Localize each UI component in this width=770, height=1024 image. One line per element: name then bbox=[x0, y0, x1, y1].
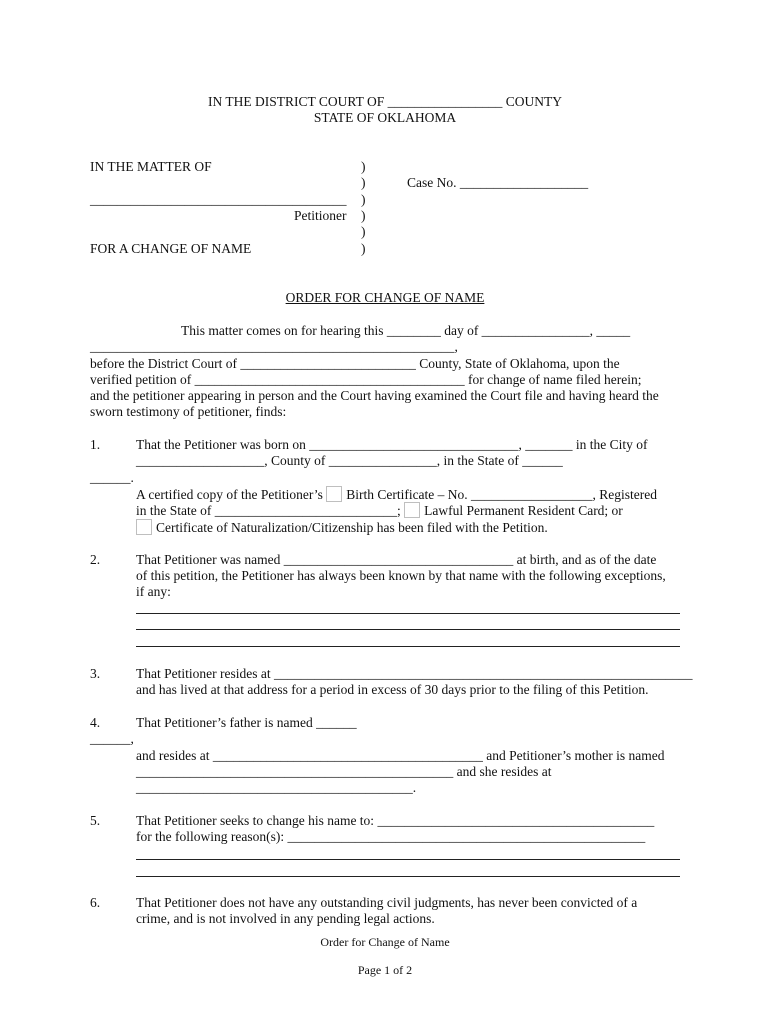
item4-line-2: ______, bbox=[90, 731, 134, 746]
page-number: Page 1 of 2 bbox=[357, 963, 413, 977]
item4-line-3: and resides at ________________________________________ and Petitioner’s mother is named bbox=[136, 748, 665, 763]
item1-cert-line bbox=[136, 486, 657, 503]
item-number: 4. bbox=[90, 715, 101, 730]
item2-line-2: of this petition, the Petitioner has always been known by that name with the following exceptions, bbox=[136, 568, 666, 583]
item-number: 6. bbox=[90, 895, 101, 910]
item-number: 1. bbox=[90, 437, 101, 452]
intro-line-4: verified petition of ________________________________________ for change of name filed herein; bbox=[90, 372, 642, 387]
item5-line-2: for the following reason(s): _____________________________________________________ bbox=[136, 829, 646, 844]
state-header: STATE OF OKLAHOMA bbox=[313, 110, 457, 125]
item6-line-1: That Petitioner does not have any outstanding civil judgments, has never been convicted of a bbox=[136, 895, 638, 910]
item6-line-2: crime, and is not involved in any pending legal actions. bbox=[136, 911, 435, 926]
court-header: IN THE DISTRICT COURT OF _________________ COUNTY bbox=[208, 94, 562, 109]
birth-certificate-label: Birth Certificate – No. __________________, Registered bbox=[346, 487, 658, 502]
item4-line-5: _________________________________________. bbox=[136, 780, 417, 795]
intro-line-2: ______________________________________________________, bbox=[90, 339, 458, 354]
item2-line-3: if any: bbox=[136, 584, 171, 599]
case-number: Case No. ___________________ bbox=[407, 175, 589, 190]
item1-line-2: ___________________, County of ________________, in the State of ______ bbox=[136, 453, 563, 468]
item1-naturalization-line bbox=[136, 519, 548, 536]
item1-line-3: ______. bbox=[90, 470, 134, 485]
caption-paren: ) bbox=[361, 208, 366, 223]
item-number: 5. bbox=[90, 813, 101, 828]
item3-line-2: and has lived at that address for a period in excess of 30 days prior to the filing of this Petition. bbox=[136, 682, 649, 697]
naturalization-checkbox[interactable] bbox=[136, 519, 152, 535]
item-number: 3. bbox=[90, 666, 101, 681]
document-title: ORDER FOR CHANGE OF NAME bbox=[285, 290, 485, 305]
cert-prefix: A certified copy of the Petitioner’s bbox=[136, 487, 323, 502]
item1-state-line bbox=[136, 502, 623, 519]
petitioner-label: Petitioner bbox=[294, 208, 347, 223]
petitioner-name-blank: ______________________________________ bbox=[90, 192, 347, 207]
naturalization-label: Certificate of Naturalization/Citizenship has been filed with the Petition. bbox=[156, 520, 548, 535]
item3-line-1: That Petitioner resides at ______________________________________________________________ bbox=[136, 666, 693, 681]
reasons-blank-line bbox=[136, 859, 680, 860]
reasons-blank-line bbox=[136, 876, 680, 877]
lpr-card-checkbox[interactable] bbox=[404, 502, 420, 518]
exceptions-blank-line bbox=[136, 646, 680, 647]
item5-line-1: That Petitioner seeks to change his name to: _________________________________________ bbox=[136, 813, 655, 828]
lpr-card-label: Lawful Permanent Resident Card; or bbox=[424, 503, 623, 518]
exceptions-blank-line bbox=[136, 613, 680, 614]
item4-line-4: _______________________________________________ and she resides at bbox=[136, 764, 552, 779]
intro-line-1: This matter comes on for hearing this ________ day of ________________, _____ bbox=[181, 323, 631, 338]
item1-line-1: That the Petitioner was born on _______________________________, _______ in the City of bbox=[136, 437, 648, 452]
intro-line-6: sworn testimony of petitioner, finds: bbox=[90, 404, 287, 419]
caption-paren: ) bbox=[361, 224, 366, 239]
intro-line-5: and the petitioner appearing in person and the Court having examined the Court file and having heard the bbox=[90, 388, 659, 403]
item2-line-1: That Petitioner was named __________________________________ at birth, and as of the date bbox=[136, 552, 657, 567]
state-prefix: in the State of ___________________________; bbox=[136, 503, 401, 518]
exceptions-blank-line bbox=[136, 629, 680, 630]
caption-paren: ) bbox=[361, 192, 366, 207]
change-of-name-label: FOR A CHANGE OF NAME bbox=[90, 241, 252, 256]
caption-paren: ) bbox=[361, 241, 366, 256]
caption-paren: ) bbox=[361, 175, 366, 190]
intro-line-3: before the District Court of __________________________ County, State of Oklahoma, upon the bbox=[90, 356, 620, 371]
item-number: 2. bbox=[90, 552, 101, 567]
matter-label: IN THE MATTER OF bbox=[90, 159, 212, 174]
footer-title: Order for Change of Name bbox=[320, 935, 450, 949]
caption-paren: ) bbox=[361, 159, 366, 174]
item4-line-1: That Petitioner’s father is named ______ bbox=[136, 715, 357, 730]
birth-certificate-checkbox[interactable] bbox=[326, 486, 342, 502]
